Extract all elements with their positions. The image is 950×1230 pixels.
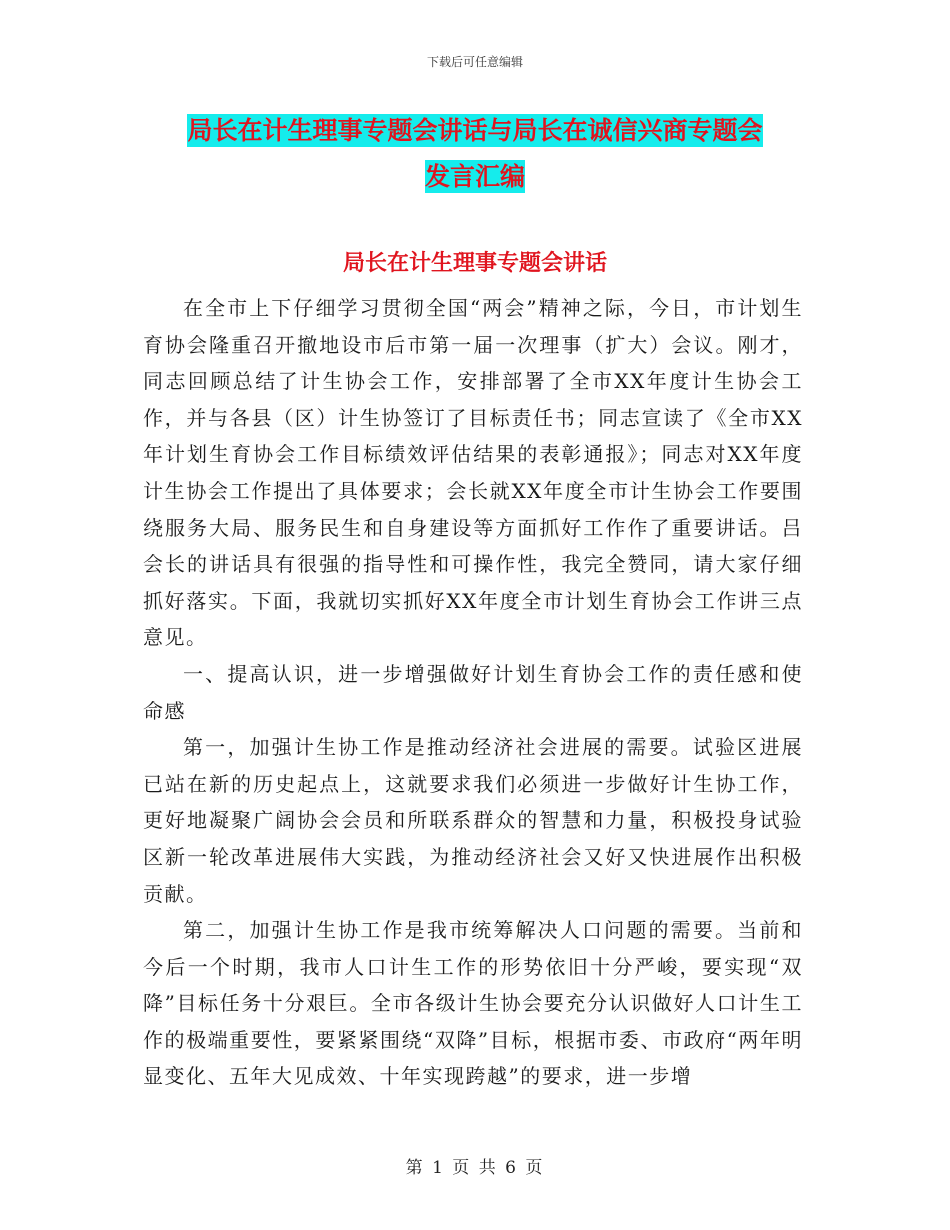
paragraph: 在全市上下仔细学习贯彻全国“两会”精神之际，今日，市计划生育协会隆重召开撤地设市后市第一届一次理事（扩大）会议。刚才，同志回顾总结了计生协会工作，安排部署了全市XX年度计生协会工作，并与各县（区）计生协签订了目标责任书；同志宣读了《全市XX年计划生育协会工作目标绩效评估结果的表彰通报》；同志对XX年度计生协会工作提出了具体要求；会长就XX年度全市计生协会工作要围绕服务大局、服务民生和自身建设等方面抓好工作作了重要讲话。吕会长的讲话具有很强的指导性和可操作性，我完全赞同，请大家仔细抓好落实。下面，我就切实抓好XX年度全市计划生育协会工作讲三点意见。 xyxy=(143,296,803,650)
paragraph: 第二，加强计生协工作是我市统筹解决人口问题的需要。当前和今后一个时期，我市人口计生工作的形势依旧十分严峻，要实现“双降”目标任务十分艰巨。全市各级计生协会要充分认识做好人口计生工作的极端重要性，要紧紧围绕“双降”目标，根据市委、市政府“两年明显变化、五年大见成效、十年实现跨越”的要求，进一步增 xyxy=(143,918,803,1089)
paragraph: 第一，加强计生协工作是推动经济社会进展的需要。试验区进展已站在新的历史起点上，这就要求我们必须进一步做好计生协工作，更好地凝聚广阔协会会员和所联系群众的智慧和力量，积极投身试验区新一轮改革进展伟大实践，为推动经济社会又好又快进展作出积极贡献。 xyxy=(143,735,803,906)
header-note: 下载后可任意编辑 xyxy=(426,55,523,69)
body-text xyxy=(143,290,803,1095)
section-title: 局长在计生理事专题会讲话 xyxy=(342,251,607,276)
paragraph: 一、提高认识，进一步增强做好计划生育协会工作的责任感和使命感 xyxy=(143,661,803,723)
title-line-1: 局长在计生理事专题会讲话与局长在诚信兴商专题会 xyxy=(187,116,763,145)
document-title xyxy=(0,108,950,200)
page-footer: 第 1 页 共 6 页 xyxy=(405,1158,545,1178)
title-line-2: 发言汇编 xyxy=(424,162,525,191)
